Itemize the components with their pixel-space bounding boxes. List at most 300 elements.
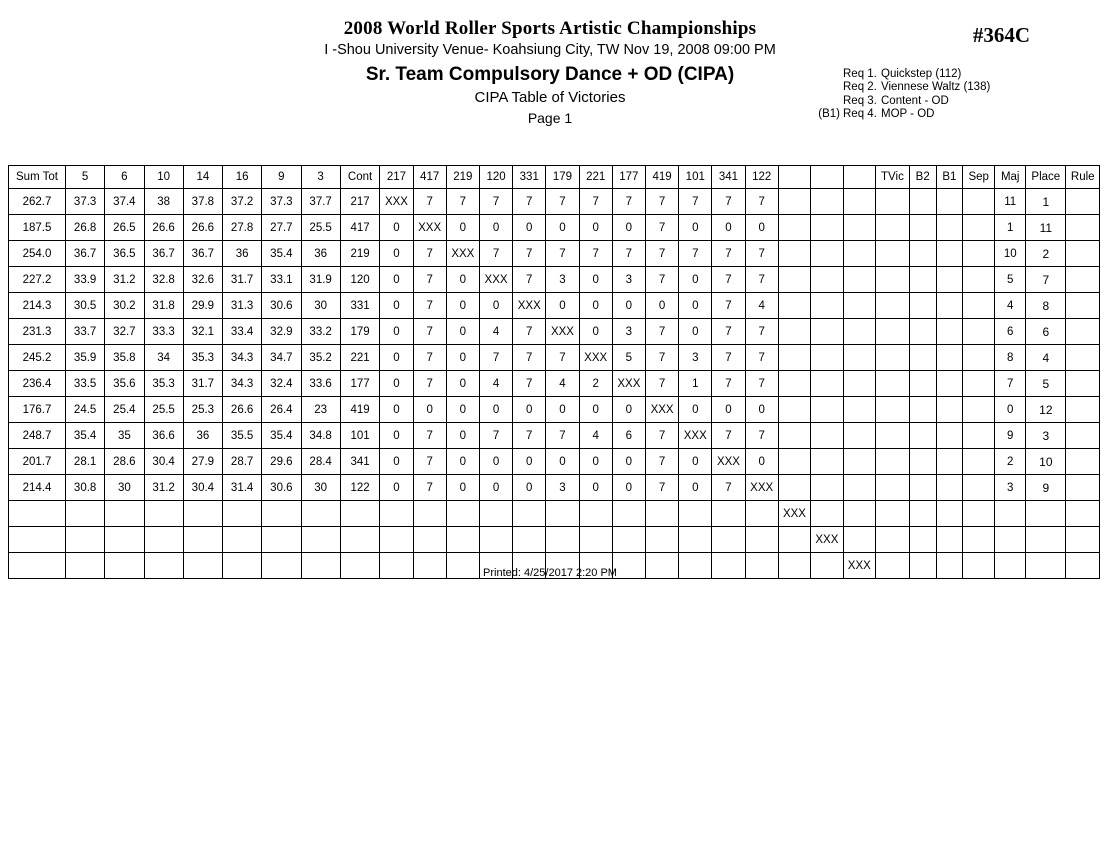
cell-j16: 34.3 [223, 345, 262, 371]
cell-p177 [612, 501, 645, 527]
cell-j5: 33.5 [66, 371, 105, 397]
cell-p120: 0 [479, 475, 512, 501]
cell-p221: 2 [579, 371, 612, 397]
cell-rule [1066, 501, 1100, 527]
cell-j14 [183, 501, 222, 527]
cell-p101: 0 [679, 215, 712, 241]
cell-j10: 34 [144, 345, 183, 371]
cell-p341: 7 [712, 319, 745, 345]
cell-bl3 [843, 475, 875, 501]
cell-p177: 3 [612, 267, 645, 293]
cell-p219: 0 [446, 345, 479, 371]
cell-p419: 7 [645, 475, 678, 501]
cell-tvic [876, 345, 910, 371]
cell-j14: 29.9 [183, 293, 222, 319]
cell-b1 [936, 527, 963, 553]
cell-j9 [262, 501, 301, 527]
cell-maj: 3 [995, 475, 1026, 501]
cell-p331: 7 [513, 241, 546, 267]
column-header-sumtot: Sum Tot [9, 166, 66, 189]
cell-j16: 31.4 [223, 475, 262, 501]
cell-b2 [909, 423, 936, 449]
table-subtitle: CIPA Table of Victories [474, 89, 626, 106]
column-header-j6: 6 [105, 166, 144, 189]
column-header-p122: 122 [745, 166, 778, 189]
cell-j9: 35.4 [262, 423, 301, 449]
cell-p177: 6 [612, 423, 645, 449]
cell-p217: 0 [380, 371, 413, 397]
cell-p419: 7 [645, 423, 678, 449]
requirement-text: Viennese Waltz (138) [881, 81, 991, 94]
cell-tvic [876, 215, 910, 241]
cell-b1 [936, 475, 963, 501]
cell-p221 [579, 501, 612, 527]
cell-sep [963, 449, 995, 475]
column-header-j5: 5 [66, 166, 105, 189]
cell-p122: 7 [745, 189, 778, 215]
cell-tvic [876, 293, 910, 319]
cell-bl3 [843, 345, 875, 371]
column-header-p120: 120 [479, 166, 512, 189]
cell-bl1: XXX [778, 501, 810, 527]
cell-p417: 7 [413, 371, 446, 397]
cell-p217: 0 [380, 449, 413, 475]
cell-j6 [105, 527, 144, 553]
cell-p101 [679, 527, 712, 553]
cell-p179: 7 [546, 241, 579, 267]
cell-j14: 32.6 [183, 267, 222, 293]
cell-place: 10 [1026, 449, 1066, 475]
cell-j5: 30.5 [66, 293, 105, 319]
cell-j5: 35.9 [66, 345, 105, 371]
table-header-row [9, 166, 1100, 189]
cell-p221: 4 [579, 423, 612, 449]
cell-p331 [513, 527, 546, 553]
cell-j16: 36 [223, 241, 262, 267]
requirement-text: Content - OD [881, 94, 949, 107]
requirements-list [812, 68, 990, 122]
cell-bl3 [843, 501, 875, 527]
cell-p179: 3 [546, 475, 579, 501]
cell-p221: 7 [579, 241, 612, 267]
cell-j6: 35.6 [105, 371, 144, 397]
cell-j14: 35.3 [183, 345, 222, 371]
cell-rule [1066, 527, 1100, 553]
cell-tvic [876, 449, 910, 475]
cell-maj: 1 [995, 215, 1026, 241]
column-header-place: Place [1026, 166, 1066, 189]
cell-p331: 7 [513, 319, 546, 345]
cell-j3: 23 [301, 397, 340, 423]
cell-p419: 7 [645, 449, 678, 475]
cell-p101 [679, 501, 712, 527]
cell-b1 [936, 371, 963, 397]
requirement-label: Req 3. [843, 94, 877, 107]
cell-p219: 0 [446, 371, 479, 397]
cell-p101: 0 [679, 449, 712, 475]
cell-sumtot: 236.4 [9, 371, 66, 397]
column-header-p419: 419 [645, 166, 678, 189]
cell-j14: 37.8 [183, 189, 222, 215]
cell-p177: 0 [612, 293, 645, 319]
cell-j10 [144, 527, 183, 553]
cell-p122: 0 [745, 215, 778, 241]
cell-p120: 0 [479, 293, 512, 319]
cell-j16: 31.7 [223, 267, 262, 293]
cell-cont [340, 501, 380, 527]
column-header-j10: 10 [144, 166, 183, 189]
cell-j10: 31.8 [144, 293, 183, 319]
cell-p101: 7 [679, 189, 712, 215]
cell-bl1 [778, 189, 810, 215]
cell-j3: 30 [301, 293, 340, 319]
cell-p101: 1 [679, 371, 712, 397]
cell-rule [1066, 241, 1100, 267]
cell-p101: 0 [679, 267, 712, 293]
cell-rule [1066, 189, 1100, 215]
cell-bl2: XXX [811, 527, 843, 553]
document-number: #364C [972, 23, 1030, 47]
cell-sep [963, 241, 995, 267]
table-row [9, 345, 1100, 371]
cell-j14 [183, 527, 222, 553]
cell-j5 [66, 501, 105, 527]
cell-bl2 [811, 215, 843, 241]
cell-p177: XXX [612, 371, 645, 397]
table-row [9, 475, 1100, 501]
cell-place [1026, 501, 1066, 527]
cell-maj: 10 [995, 241, 1026, 267]
cell-tvic [876, 475, 910, 501]
cell-bl1 [778, 345, 810, 371]
cell-b1 [936, 501, 963, 527]
cell-j16 [223, 527, 262, 553]
event-title: Sr. Team Compulsory Dance + OD (CIPA) [365, 64, 735, 85]
column-header-bl1 [778, 166, 810, 189]
cell-j9: 30.6 [262, 293, 301, 319]
cell-p331: XXX [513, 293, 546, 319]
cell-cont: 101 [340, 423, 380, 449]
column-header-p179: 179 [546, 166, 579, 189]
cell-sep [963, 371, 995, 397]
cell-place: 6 [1026, 319, 1066, 345]
cell-j3: 37.7 [301, 189, 340, 215]
cell-p177: 0 [612, 215, 645, 241]
cell-p217: 0 [380, 241, 413, 267]
cell-p120: 7 [479, 189, 512, 215]
cell-tvic [876, 527, 910, 553]
cell-j6: 36.5 [105, 241, 144, 267]
column-header-p217: 217 [380, 166, 413, 189]
cell-p122: 7 [745, 241, 778, 267]
cell-j16: 26.6 [223, 397, 262, 423]
cell-p219: XXX [446, 241, 479, 267]
cell-p217: 0 [380, 319, 413, 345]
cell-j5: 35.4 [66, 423, 105, 449]
table-header [9, 166, 1100, 189]
cell-bl2 [811, 345, 843, 371]
cell-p219: 0 [446, 267, 479, 293]
cell-p101: 0 [679, 293, 712, 319]
cell-p217: XXX [380, 189, 413, 215]
column-header-j16: 16 [223, 166, 262, 189]
cell-sep [963, 423, 995, 449]
cell-place: 11 [1026, 215, 1066, 241]
cell-p219: 0 [446, 449, 479, 475]
column-header-p101: 101 [679, 166, 712, 189]
cell-cont: 341 [340, 449, 380, 475]
cell-p122: 7 [745, 423, 778, 449]
cell-sumtot: 214.4 [9, 475, 66, 501]
column-header-b2: B2 [909, 166, 936, 189]
cell-cont: 419 [340, 397, 380, 423]
cell-j6 [105, 501, 144, 527]
cell-p219: 0 [446, 475, 479, 501]
cell-sumtot: 254.0 [9, 241, 66, 267]
cell-p101: 0 [679, 475, 712, 501]
cell-p419: 7 [645, 215, 678, 241]
cell-bl1 [778, 527, 810, 553]
cell-b2 [909, 397, 936, 423]
cell-j9: 32.4 [262, 371, 301, 397]
cell-bl2 [811, 449, 843, 475]
column-header-sep: Sep [963, 166, 995, 189]
cell-maj [995, 501, 1026, 527]
cell-bl2 [811, 397, 843, 423]
document-header [0, 0, 1100, 128]
cell-j14: 26.6 [183, 215, 222, 241]
table-row [9, 319, 1100, 345]
cell-sumtot: 187.5 [9, 215, 66, 241]
cell-p101: 3 [679, 345, 712, 371]
requirement-label: Req 2. [843, 81, 877, 94]
cell-place: 9 [1026, 475, 1066, 501]
cell-j3: 28.4 [301, 449, 340, 475]
cell-p331: 7 [513, 189, 546, 215]
cell-bl1 [778, 241, 810, 267]
cell-j9: 27.7 [262, 215, 301, 241]
cell-j6: 25.4 [105, 397, 144, 423]
table-row [9, 215, 1100, 241]
cell-j9: 29.6 [262, 449, 301, 475]
cell-p217: 0 [380, 293, 413, 319]
cell-j5: 28.1 [66, 449, 105, 475]
cell-bl1 [778, 449, 810, 475]
cell-j3: 33.6 [301, 371, 340, 397]
cell-j16: 37.2 [223, 189, 262, 215]
cell-p122: 7 [745, 371, 778, 397]
cell-p122: XXX [745, 475, 778, 501]
cell-j16: 27.8 [223, 215, 262, 241]
cell-bl1 [778, 423, 810, 449]
cell-tvic [876, 319, 910, 345]
cell-sumtot: 214.3 [9, 293, 66, 319]
cell-tvic [876, 241, 910, 267]
cell-p221: 0 [579, 293, 612, 319]
cell-b2 [909, 371, 936, 397]
cell-p120: 7 [479, 423, 512, 449]
cell-bl3 [843, 267, 875, 293]
cell-j14: 31.7 [183, 371, 222, 397]
cell-j14: 27.9 [183, 449, 222, 475]
cell-p219: 0 [446, 293, 479, 319]
cell-j9: 30.6 [262, 475, 301, 501]
cell-cont: 219 [340, 241, 380, 267]
cell-sep [963, 189, 995, 215]
column-header-maj: Maj [995, 166, 1026, 189]
cell-b2 [909, 241, 936, 267]
requirement-item [812, 81, 990, 94]
cell-p417: 7 [413, 475, 446, 501]
cell-j14: 25.3 [183, 397, 222, 423]
table-row [9, 371, 1100, 397]
cell-bl3 [843, 449, 875, 475]
cell-maj: 7 [995, 371, 1026, 397]
table-row [9, 267, 1100, 293]
cell-bl3 [843, 293, 875, 319]
cell-bl3 [843, 215, 875, 241]
cell-tvic [876, 501, 910, 527]
cell-p122: 7 [745, 319, 778, 345]
cell-j16: 28.7 [223, 449, 262, 475]
cell-tvic [876, 371, 910, 397]
cell-sumtot: 231.3 [9, 319, 66, 345]
cell-p217: 0 [380, 423, 413, 449]
cell-rule [1066, 371, 1100, 397]
cell-cont [340, 527, 380, 553]
cell-p217 [380, 527, 413, 553]
cell-p179: 7 [546, 423, 579, 449]
cell-bl1 [778, 215, 810, 241]
cell-maj: 4 [995, 293, 1026, 319]
cell-bl1 [778, 397, 810, 423]
page-title: 2008 World Roller Sports Artistic Championships [343, 18, 757, 39]
cell-p417: 7 [413, 319, 446, 345]
cell-j5: 33.7 [66, 319, 105, 345]
cell-j10: 31.2 [144, 475, 183, 501]
cell-maj: 0 [995, 397, 1026, 423]
cell-p221: 0 [579, 475, 612, 501]
column-header-bl2 [811, 166, 843, 189]
cell-place: 8 [1026, 293, 1066, 319]
cell-p221: 0 [579, 215, 612, 241]
cell-p179: 0 [546, 293, 579, 319]
cell-p120 [479, 527, 512, 553]
column-header-p177: 177 [612, 166, 645, 189]
cell-p331: 7 [513, 267, 546, 293]
cell-p341 [712, 527, 745, 553]
cell-bl1 [778, 371, 810, 397]
cell-bl2 [811, 319, 843, 345]
cell-p177: 3 [612, 319, 645, 345]
cell-p217: 0 [380, 397, 413, 423]
cell-p341: 7 [712, 423, 745, 449]
requirement-label: Req 4. [843, 108, 877, 121]
cell-p177: 7 [612, 189, 645, 215]
cell-j3: 36 [301, 241, 340, 267]
cell-cont: 122 [340, 475, 380, 501]
cell-p419 [645, 527, 678, 553]
cell-p122: 0 [745, 397, 778, 423]
cell-bl2 [811, 371, 843, 397]
cell-p221 [579, 527, 612, 553]
cell-p122 [745, 501, 778, 527]
cell-p419: 7 [645, 189, 678, 215]
cell-j10: 33.3 [144, 319, 183, 345]
cell-p179: 3 [546, 267, 579, 293]
cell-maj: 2 [995, 449, 1026, 475]
cell-sumtot: 245.2 [9, 345, 66, 371]
cell-p219 [446, 527, 479, 553]
column-header-rule: Rule [1066, 166, 1100, 189]
cell-sep [963, 267, 995, 293]
cell-p341: 7 [712, 293, 745, 319]
cell-p417: 7 [413, 345, 446, 371]
cell-b1 [936, 397, 963, 423]
cell-p221: 0 [579, 267, 612, 293]
cell-p179: 0 [546, 397, 579, 423]
cell-b2 [909, 449, 936, 475]
cell-j9: 37.3 [262, 189, 301, 215]
table-row [9, 241, 1100, 267]
cell-p122: 7 [745, 267, 778, 293]
cell-sep [963, 319, 995, 345]
column-header-tvic: TVic [876, 166, 910, 189]
cell-j10 [144, 501, 183, 527]
cell-p419: 7 [645, 267, 678, 293]
cell-p419: 7 [645, 371, 678, 397]
cell-p101: XXX [679, 423, 712, 449]
cell-p417 [413, 501, 446, 527]
column-header-j9: 9 [262, 166, 301, 189]
cell-p177: 0 [612, 475, 645, 501]
cell-p120: 4 [479, 319, 512, 345]
cell-sumtot: 262.7 [9, 189, 66, 215]
cell-p179: XXX [546, 319, 579, 345]
cell-p120: 4 [479, 371, 512, 397]
cell-j14: 30.4 [183, 475, 222, 501]
cell-tvic [876, 189, 910, 215]
column-header-j3: 3 [301, 166, 340, 189]
cell-p331 [513, 501, 546, 527]
cell-tvic [876, 423, 910, 449]
cell-j10: 25.5 [144, 397, 183, 423]
cell-b1 [936, 267, 963, 293]
cell-p177 [612, 527, 645, 553]
cell-p179: 4 [546, 371, 579, 397]
cell-maj: 11 [995, 189, 1026, 215]
requirement-prefix: (B1) [818, 108, 840, 121]
cell-bl3: XXX [843, 553, 875, 579]
cell-p217: 0 [380, 475, 413, 501]
cell-bl3 [843, 319, 875, 345]
cell-sumtot [9, 527, 66, 553]
column-header-p331: 331 [513, 166, 546, 189]
cell-j16: 35.5 [223, 423, 262, 449]
cell-j5: 37.3 [66, 189, 105, 215]
cell-b2 [909, 215, 936, 241]
cell-j16: 33.4 [223, 319, 262, 345]
cell-b1 [936, 319, 963, 345]
cell-bl3 [843, 527, 875, 553]
cell-tvic [876, 267, 910, 293]
cell-bl3 [843, 371, 875, 397]
cell-p122: 0 [745, 449, 778, 475]
cell-p417: 7 [413, 449, 446, 475]
cell-bl2 [811, 475, 843, 501]
cell-p419: 7 [645, 319, 678, 345]
cell-sep [963, 475, 995, 501]
